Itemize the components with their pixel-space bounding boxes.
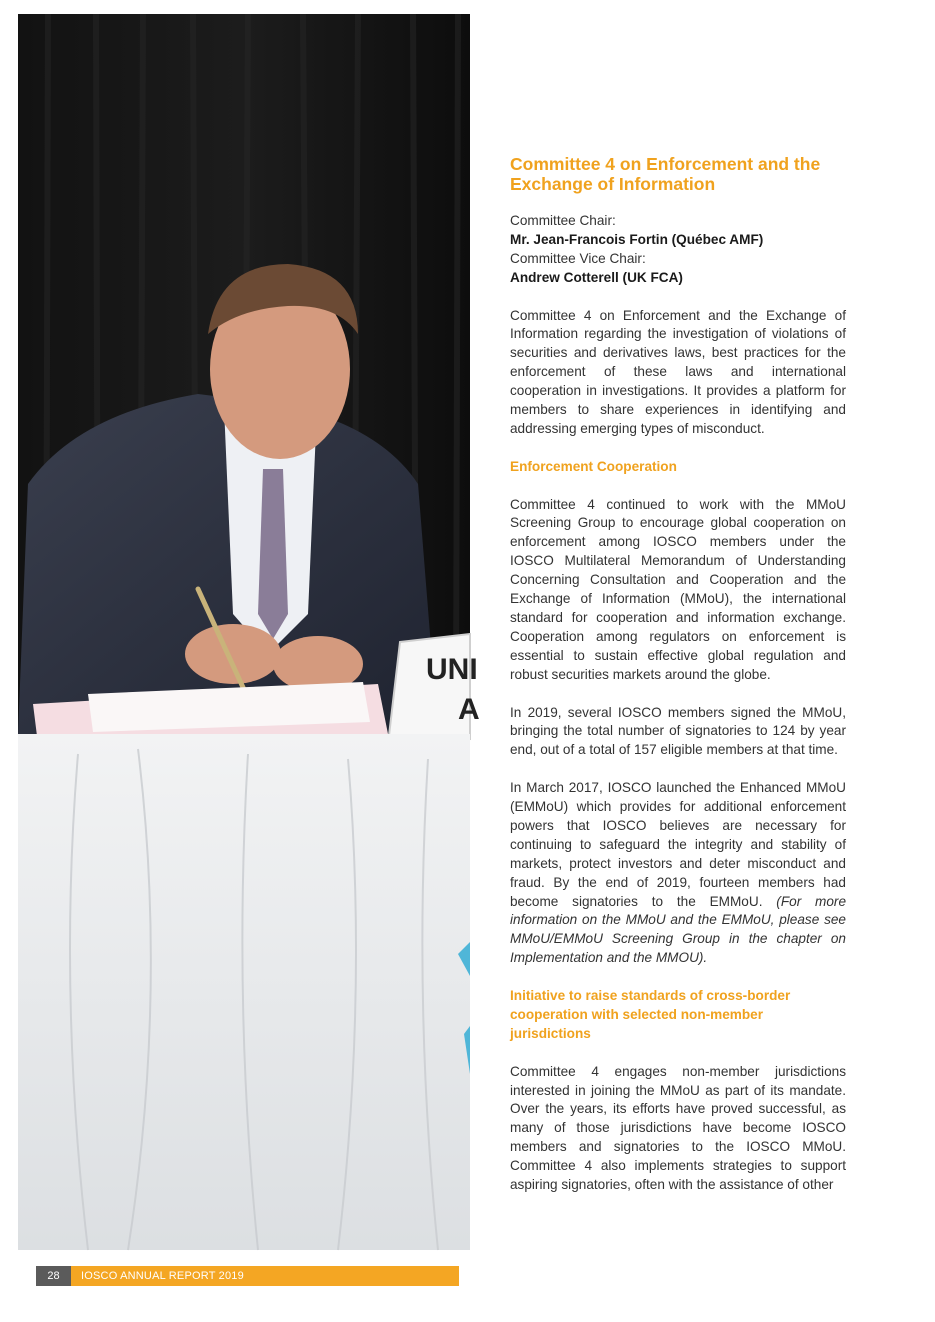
page-number: 28 <box>36 1266 71 1286</box>
enforcement-paragraph-1: Committee 4 continued to work with the MMoU Screening Group to encourage global cooperation on enforcement among IOSCO members under the IOSCO Multilateral Memorandum of Understanding Concerning Consultation and Cooperation and the Exchange of Information (MMoU), the international standard for cooperation and information exchange. Cooperation among regulators on enforcement is essential to sustain effective global regulation and robust securities markets around the globe. <box>510 496 846 682</box>
vice-chair-name: Andrew Cotterell (UK FCA) <box>510 269 683 285</box>
placard-text-line2: A <box>458 693 480 726</box>
chair-label: Committee Chair: <box>510 213 616 228</box>
enforcement-paragraph-3 <box>510 779 846 968</box>
enforcement-paragraph-2: In 2019, several IOSCO members signed the MMoU, bringing the total number of signatories to 124 by year end, out of a total of 157 eligible members at that time. <box>510 704 846 758</box>
page-footer <box>36 1266 459 1286</box>
section-heading-cross-border-initiative: Initiative to raise standards of cross-border cooperation with selected non-member jurisdictions <box>510 988 791 1041</box>
footer-label: IOSCO ANNUAL REPORT 2019 <box>71 1266 459 1286</box>
man-signing-document-photo <box>18 14 480 1250</box>
chair-name: Mr. Jean-Francois Fortin (Québec AMF) <box>510 231 764 247</box>
enforcement-paragraph-3-note: (For more information on the MMoU and the EMMoU, please see MMoU/EMMoU Screening Group in the chapter on Implementation and the MMOU). <box>510 893 847 966</box>
main-text-column <box>510 154 846 1195</box>
page-title: Committee 4 on Enforcement and the Exchange of Information <box>510 154 821 194</box>
committee-leadership <box>510 212 846 288</box>
vice-chair-label: Committee Vice Chair: <box>510 250 646 266</box>
section-heading-enforcement-cooperation: Enforcement Cooperation <box>510 458 677 474</box>
enforcement-paragraph-3-text: In March 2017, IOSCO launched the Enhanced MMoU (EMMoU) which provides for additional enforcement powers that IOSCO believes are necessary for continuing to safeguard the integrity and stability of markets, protect investors and deter misconduct and fraud. By the end of 2019, fourteen members had become signatories to the EMMoU. <box>510 780 846 909</box>
cross-border-paragraph-1: Committee 4 engages non-member jurisdictions interested in joining the MMoU as part of its mandate. Over the years, its efforts have proved successful, as many of those jurisdictions have become IOSCO members and signatories to the IOSCO MMoU. Committee 4 also implements strategies to support aspiring signatories, often with the assistance of other <box>510 1063 846 1193</box>
placard-text-line1: UNI <box>426 653 478 686</box>
intro-paragraph: Committee 4 on Enforcement and the Exchange of Information regarding the investigation of violations of securities and derivatives laws, best practices for the enforcement of these laws and international cooperation in investigations. It provides a platform for members to share experiences in identifying and addressing emerging types of misconduct. <box>510 307 846 436</box>
